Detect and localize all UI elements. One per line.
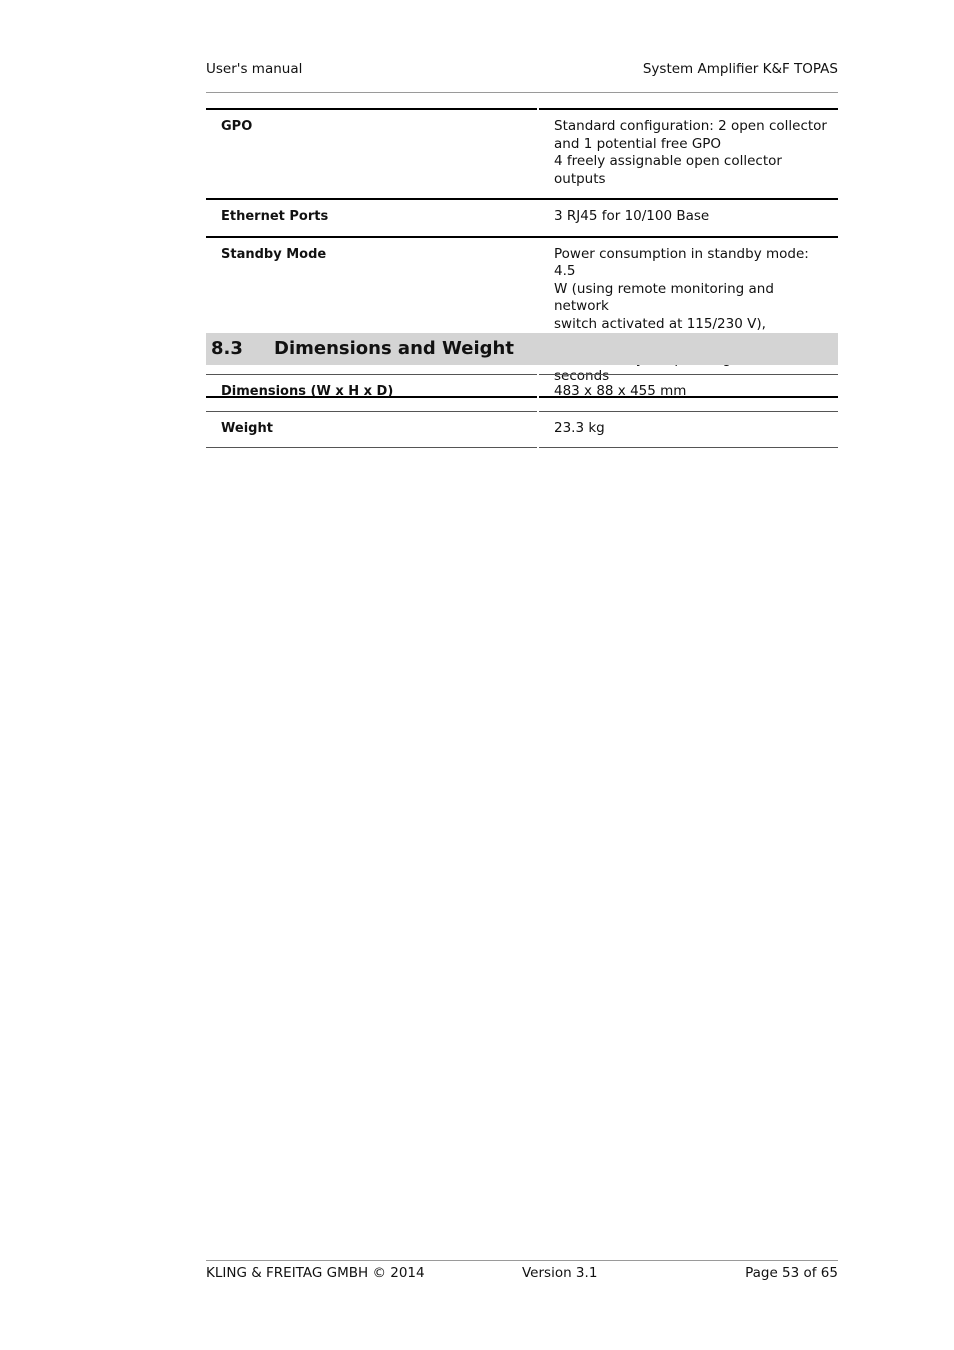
spec-value-line: W (using remote monitoring and network <box>554 280 774 314</box>
spec-value-line: and 1 potential free GPO <box>554 135 722 152</box>
page-header <box>206 61 838 93</box>
spec-row-weight <box>206 411 838 448</box>
section-heading <box>206 333 838 365</box>
footer-copyright: KLING & FREITAG GMBH © 2014 <box>206 1265 425 1281</box>
spec-row-standby-mode <box>206 237 838 397</box>
spec-value-line: 3 RJ45 for 10/100 Base <box>554 208 710 224</box>
page-footer <box>206 1260 838 1281</box>
spec-value-line: 4 freely assignable open collector outputs <box>554 153 782 187</box>
spec-value: 483 x 88 x 455 mm <box>538 375 838 412</box>
spec-label: Dimensions (W x H x D) <box>206 375 538 412</box>
header-product-name: System Amplifier K&F TOPAS <box>642 61 838 77</box>
spec-row-gpo <box>206 109 838 199</box>
section-number: 8.3 <box>211 338 243 359</box>
spec-value-line: seconds <box>554 368 610 384</box>
spec-value-line: Standard configuration: 2 open collector <box>554 118 827 134</box>
header-document-type: User's manual <box>206 61 303 77</box>
spec-value <box>538 237 838 397</box>
spec-label: Weight <box>206 411 538 448</box>
dimensions-spec-table <box>206 374 838 448</box>
spec-value-line: Power consumption in standby mode: 4.5 <box>554 245 809 279</box>
spec-value: 23.3 kg <box>538 411 838 448</box>
section-title: Dimensions and Weight <box>274 338 514 359</box>
spec-value <box>538 109 838 199</box>
spec-value-line: switch activated at 115/230 V), <box>554 315 766 332</box>
footer-page-number: Page 53 of 65 <box>745 1265 838 1281</box>
spec-row-dimensions <box>206 375 838 412</box>
spec-label: Standby Mode <box>206 237 538 397</box>
spec-label: Ethernet Ports <box>206 199 538 237</box>
spec-label: GPO <box>206 109 538 199</box>
spec-value <box>538 199 838 237</box>
footer-version: Version 3.1 <box>522 1265 598 1281</box>
spec-row-ethernet-ports <box>206 199 838 237</box>
